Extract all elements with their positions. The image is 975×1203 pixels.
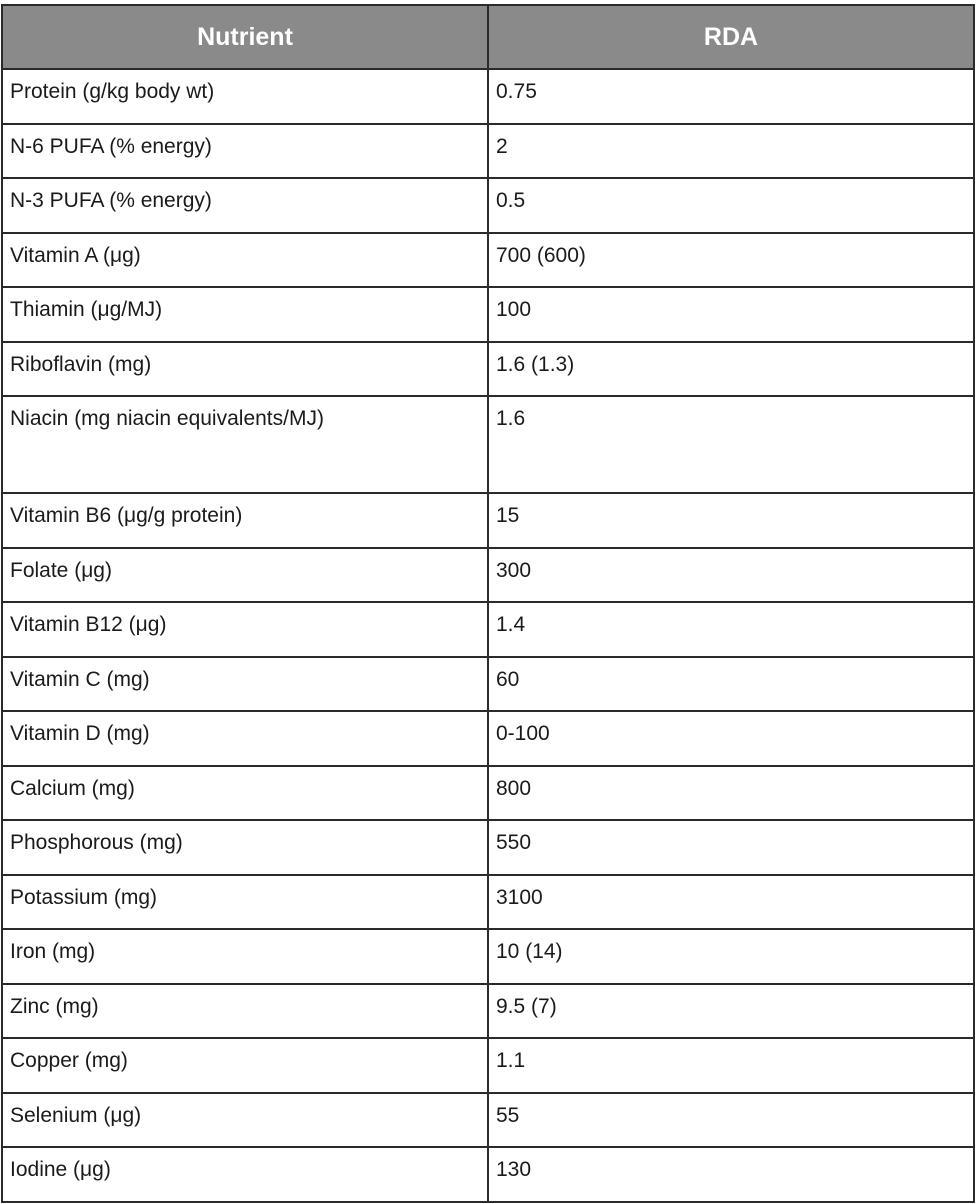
table-row xyxy=(2,711,974,766)
table-row xyxy=(2,233,974,288)
table-row xyxy=(2,1147,974,1202)
table-row xyxy=(2,984,974,1039)
nutrient-cell: Iodine (μg) xyxy=(2,1147,488,1202)
table-row xyxy=(2,1038,974,1093)
nutrient-cell: Riboflavin (mg) xyxy=(2,342,488,397)
nutrient-cell: N-6 PUFA (% energy) xyxy=(2,124,488,179)
rda-cell: 0.75 xyxy=(488,69,974,124)
nutrient-cell: Vitamin B12 (μg) xyxy=(2,602,488,657)
table-row xyxy=(2,342,974,397)
rda-cell: 3100 xyxy=(488,875,974,930)
rda-cell: 60 xyxy=(488,657,974,712)
table-row xyxy=(2,548,974,603)
table-row xyxy=(2,1093,974,1148)
nutrient-cell: Selenium (μg) xyxy=(2,1093,488,1148)
table-row xyxy=(2,875,974,930)
table-row xyxy=(2,493,974,548)
nutrient-cell: Copper (mg) xyxy=(2,1038,488,1093)
header-rda: RDA xyxy=(488,5,974,69)
rda-cell: 550 xyxy=(488,820,974,875)
rda-cell: 9.5 (7) xyxy=(488,984,974,1039)
header-nutrient: Nutrient xyxy=(2,5,488,69)
rda-cell: 1.1 xyxy=(488,1038,974,1093)
nutrient-cell: Zinc (mg) xyxy=(2,984,488,1039)
nutrient-cell: Iron (mg) xyxy=(2,929,488,984)
table-row xyxy=(2,69,974,124)
rda-cell: 55 xyxy=(488,1093,974,1148)
table-row xyxy=(2,820,974,875)
rda-cell: 15 xyxy=(488,493,974,548)
table-row xyxy=(2,178,974,233)
rda-cell: 0-100 xyxy=(488,711,974,766)
nutrient-cell: Vitamin A (μg) xyxy=(2,233,488,288)
table-row xyxy=(2,766,974,821)
nutrient-cell: Vitamin C (mg) xyxy=(2,657,488,712)
table-row xyxy=(2,287,974,342)
rda-table xyxy=(1,4,975,1203)
rda-cell: 0.5 xyxy=(488,178,974,233)
rda-cell: 100 xyxy=(488,287,974,342)
rda-cell: 10 (14) xyxy=(488,929,974,984)
table-row xyxy=(2,124,974,179)
nutrient-cell: Calcium (mg) xyxy=(2,766,488,821)
table-header-row xyxy=(2,5,974,69)
nutrient-cell: Niacin (mg niacin equivalents/MJ) xyxy=(2,396,488,493)
nutrient-cell: Folate (μg) xyxy=(2,548,488,603)
nutrient-cell: Thiamin (μg/MJ) xyxy=(2,287,488,342)
rda-cell: 1.6 xyxy=(488,396,974,493)
nutrient-cell: Protein (g/kg body wt) xyxy=(2,69,488,124)
nutrient-cell: Vitamin D (mg) xyxy=(2,711,488,766)
table-row xyxy=(2,602,974,657)
table-row xyxy=(2,657,974,712)
rda-cell: 700 (600) xyxy=(488,233,974,288)
table-row xyxy=(2,929,974,984)
table-row xyxy=(2,396,974,493)
nutrient-cell: Potassium (mg) xyxy=(2,875,488,930)
rda-cell: 1.6 (1.3) xyxy=(488,342,974,397)
rda-cell: 1.4 xyxy=(488,602,974,657)
rda-cell: 800 xyxy=(488,766,974,821)
rda-cell: 2 xyxy=(488,124,974,179)
nutrient-cell: Phosphorous (mg) xyxy=(2,820,488,875)
nutrient-cell: Vitamin B6 (μg/g protein) xyxy=(2,493,488,548)
rda-cell: 130 xyxy=(488,1147,974,1202)
rda-cell: 300 xyxy=(488,548,974,603)
nutrient-cell: N-3 PUFA (% energy) xyxy=(2,178,488,233)
